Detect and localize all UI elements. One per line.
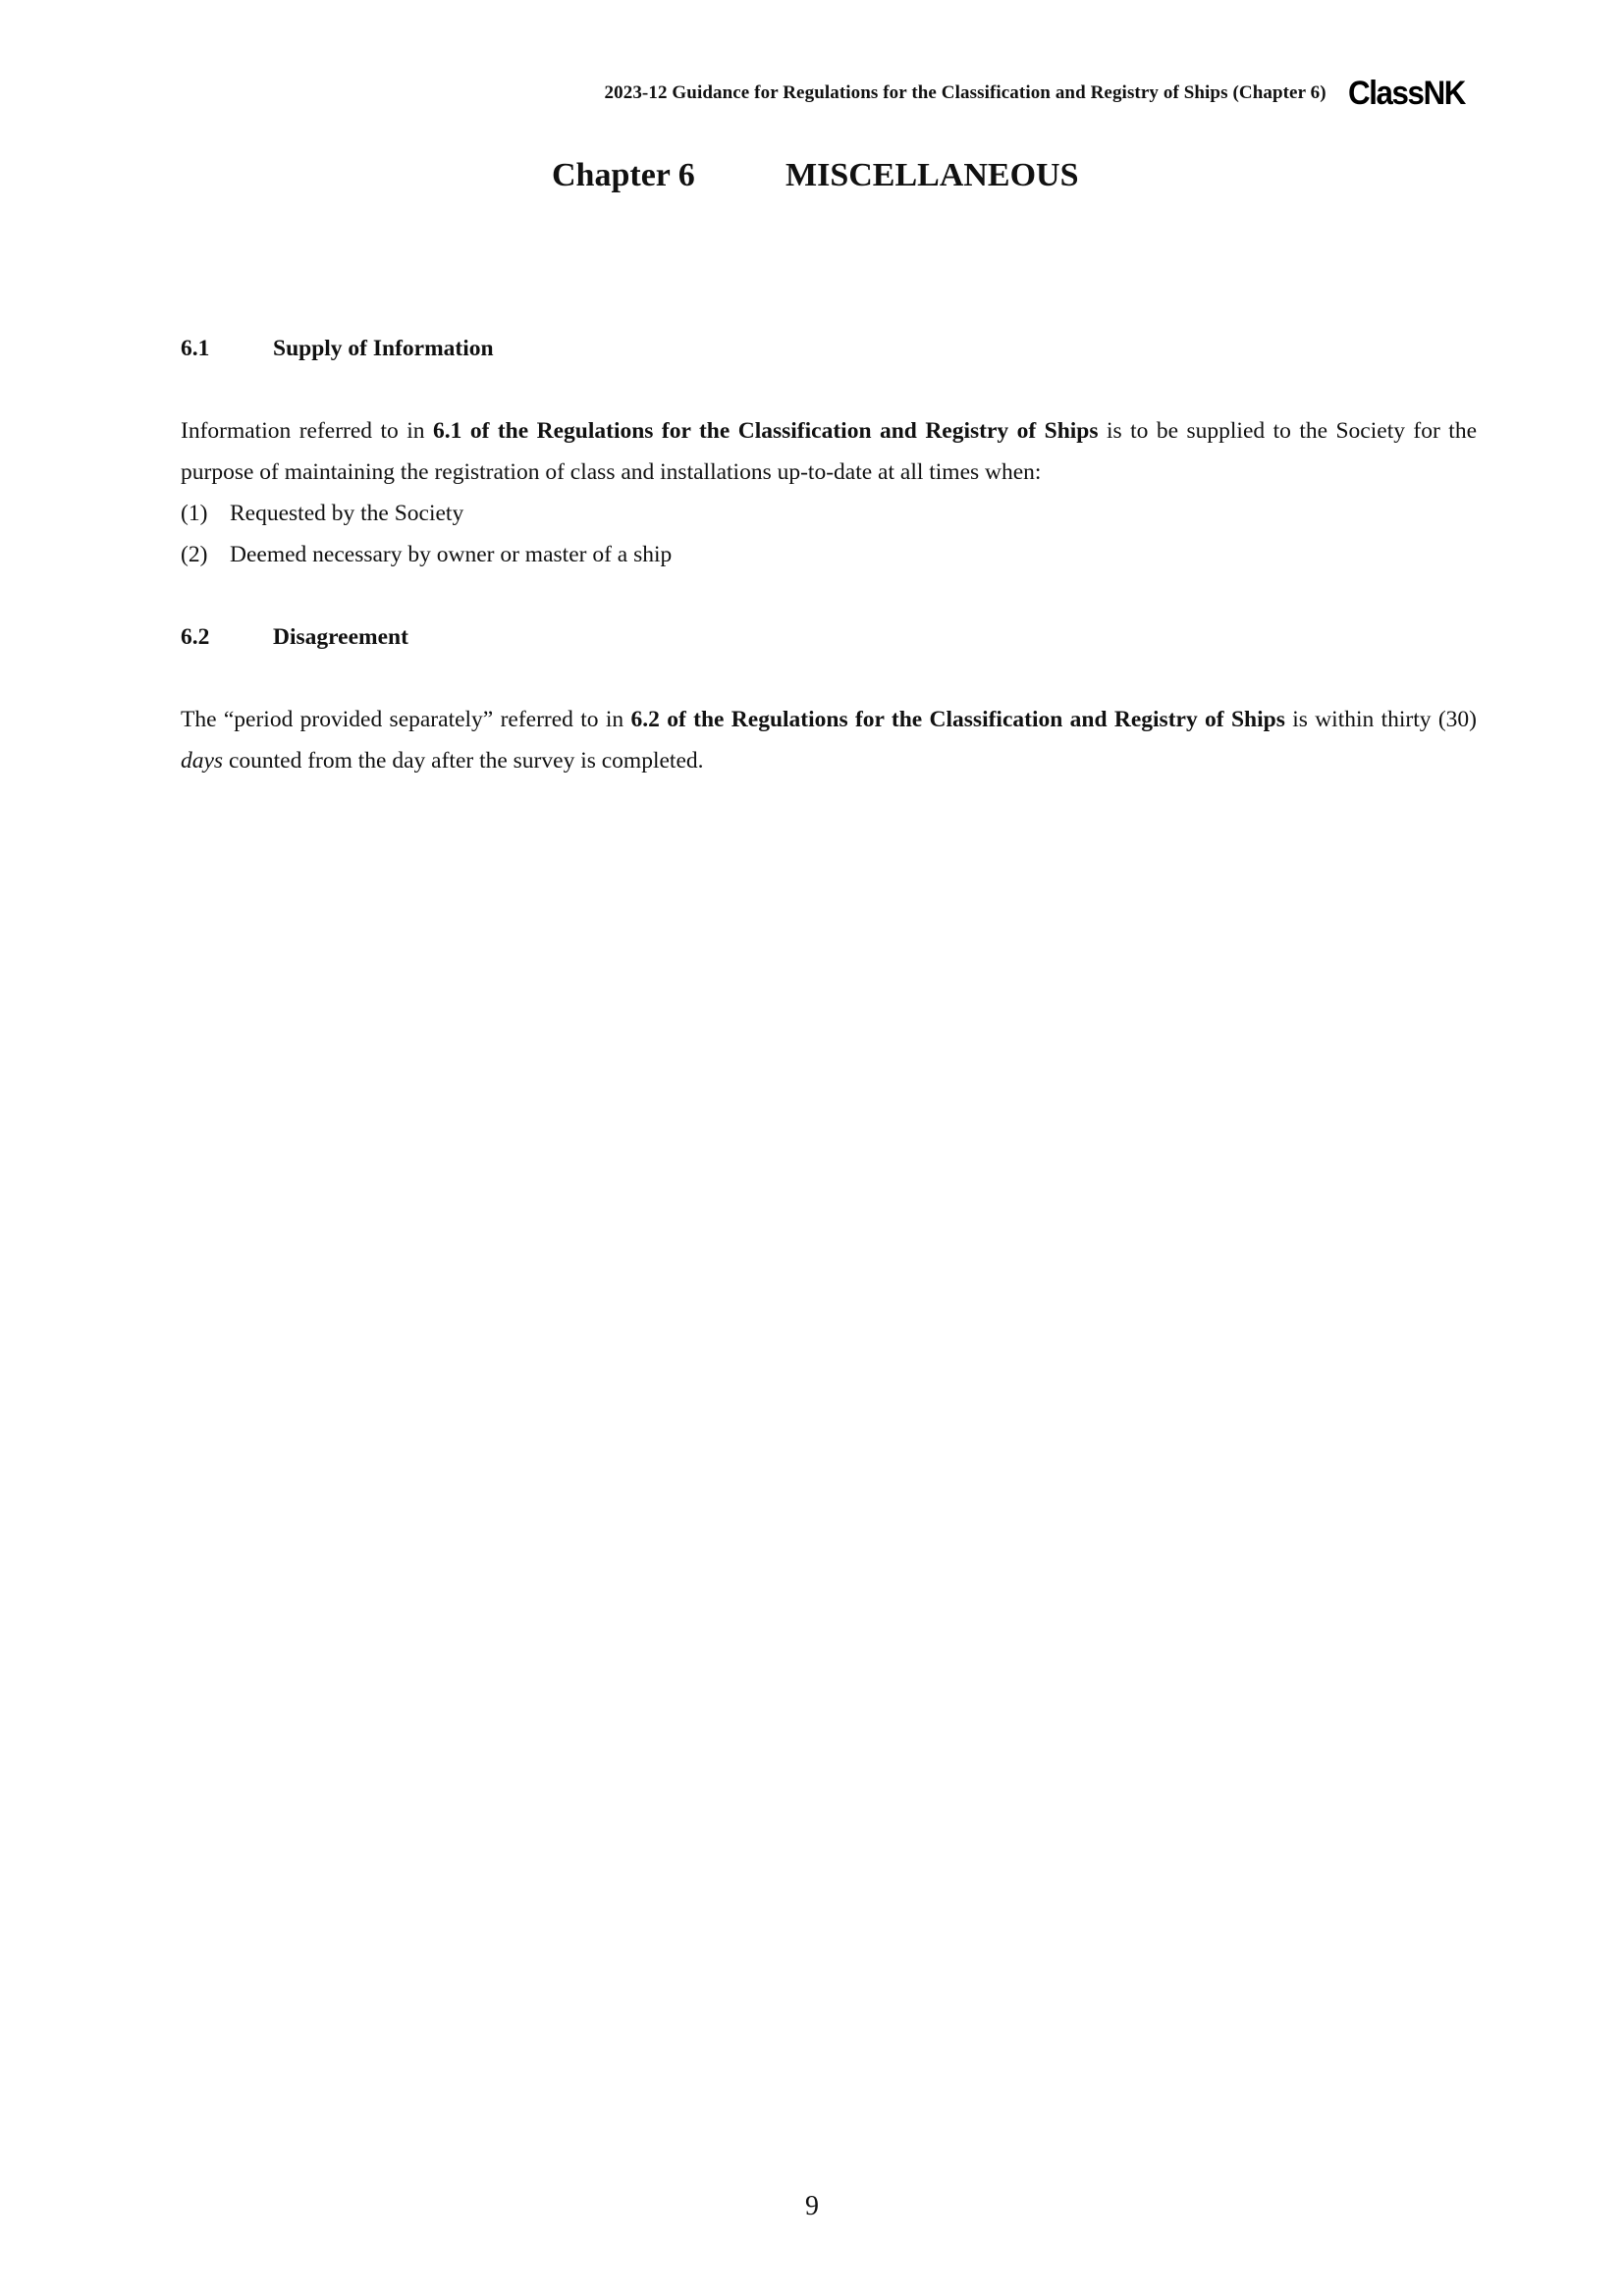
regulation-reference: 6.1 of the Regulations for the Classification and Registry of Ships — [432, 418, 1099, 444]
paragraph-text: The “period provided separately” referred to in — [181, 707, 631, 732]
list-item-text: Deemed necessary by owner or master of a ship — [230, 542, 673, 567]
section-paragraph-6-1 — [181, 410, 1477, 493]
section-title: Disagreement — [273, 624, 408, 650]
section-title: Supply of Information — [273, 336, 494, 361]
regulation-reference: 6.2 of the Regulations for the Classification and Registry of Ships — [630, 707, 1285, 732]
page-header — [605, 77, 1475, 110]
list-item-text: Requested by the Society — [230, 501, 464, 526]
section-heading-6-1 — [181, 328, 1477, 369]
list-item — [181, 493, 1477, 534]
section-number: 6.2 — [181, 624, 210, 650]
paragraph-text: Information referred to in — [181, 418, 433, 444]
section-paragraph-6-2 — [181, 699, 1477, 781]
section-heading-6-2 — [181, 616, 1477, 658]
paragraph-text: counted from the day after the survey is completed. — [223, 748, 704, 774]
document-body — [181, 328, 1477, 781]
running-title: 2023-12 Guidance for Regulations for the Classification and Registry of Ships (Chapter 6) — [604, 82, 1326, 103]
chapter-number: Chapter 6 — [552, 157, 695, 193]
page-number: 9 — [805, 2191, 819, 2221]
classnk-logo: ClassNK — [1347, 75, 1465, 112]
emphasized-term: days — [181, 748, 224, 774]
paragraph-text: is to be supplied to the Society for the purpose of maintaining the registration of class and installations up-to-date at all times when: — [181, 418, 1478, 485]
section-number: 6.1 — [181, 336, 210, 361]
list-item-number: (1) — [181, 501, 208, 526]
list-item-number: (2) — [181, 542, 208, 567]
paragraph-text: is within thirty (30) — [1284, 707, 1478, 732]
list-item — [181, 534, 1477, 575]
chapter-name: MISCELLANEOUS — [785, 157, 1079, 193]
chapter-title — [552, 157, 1079, 194]
